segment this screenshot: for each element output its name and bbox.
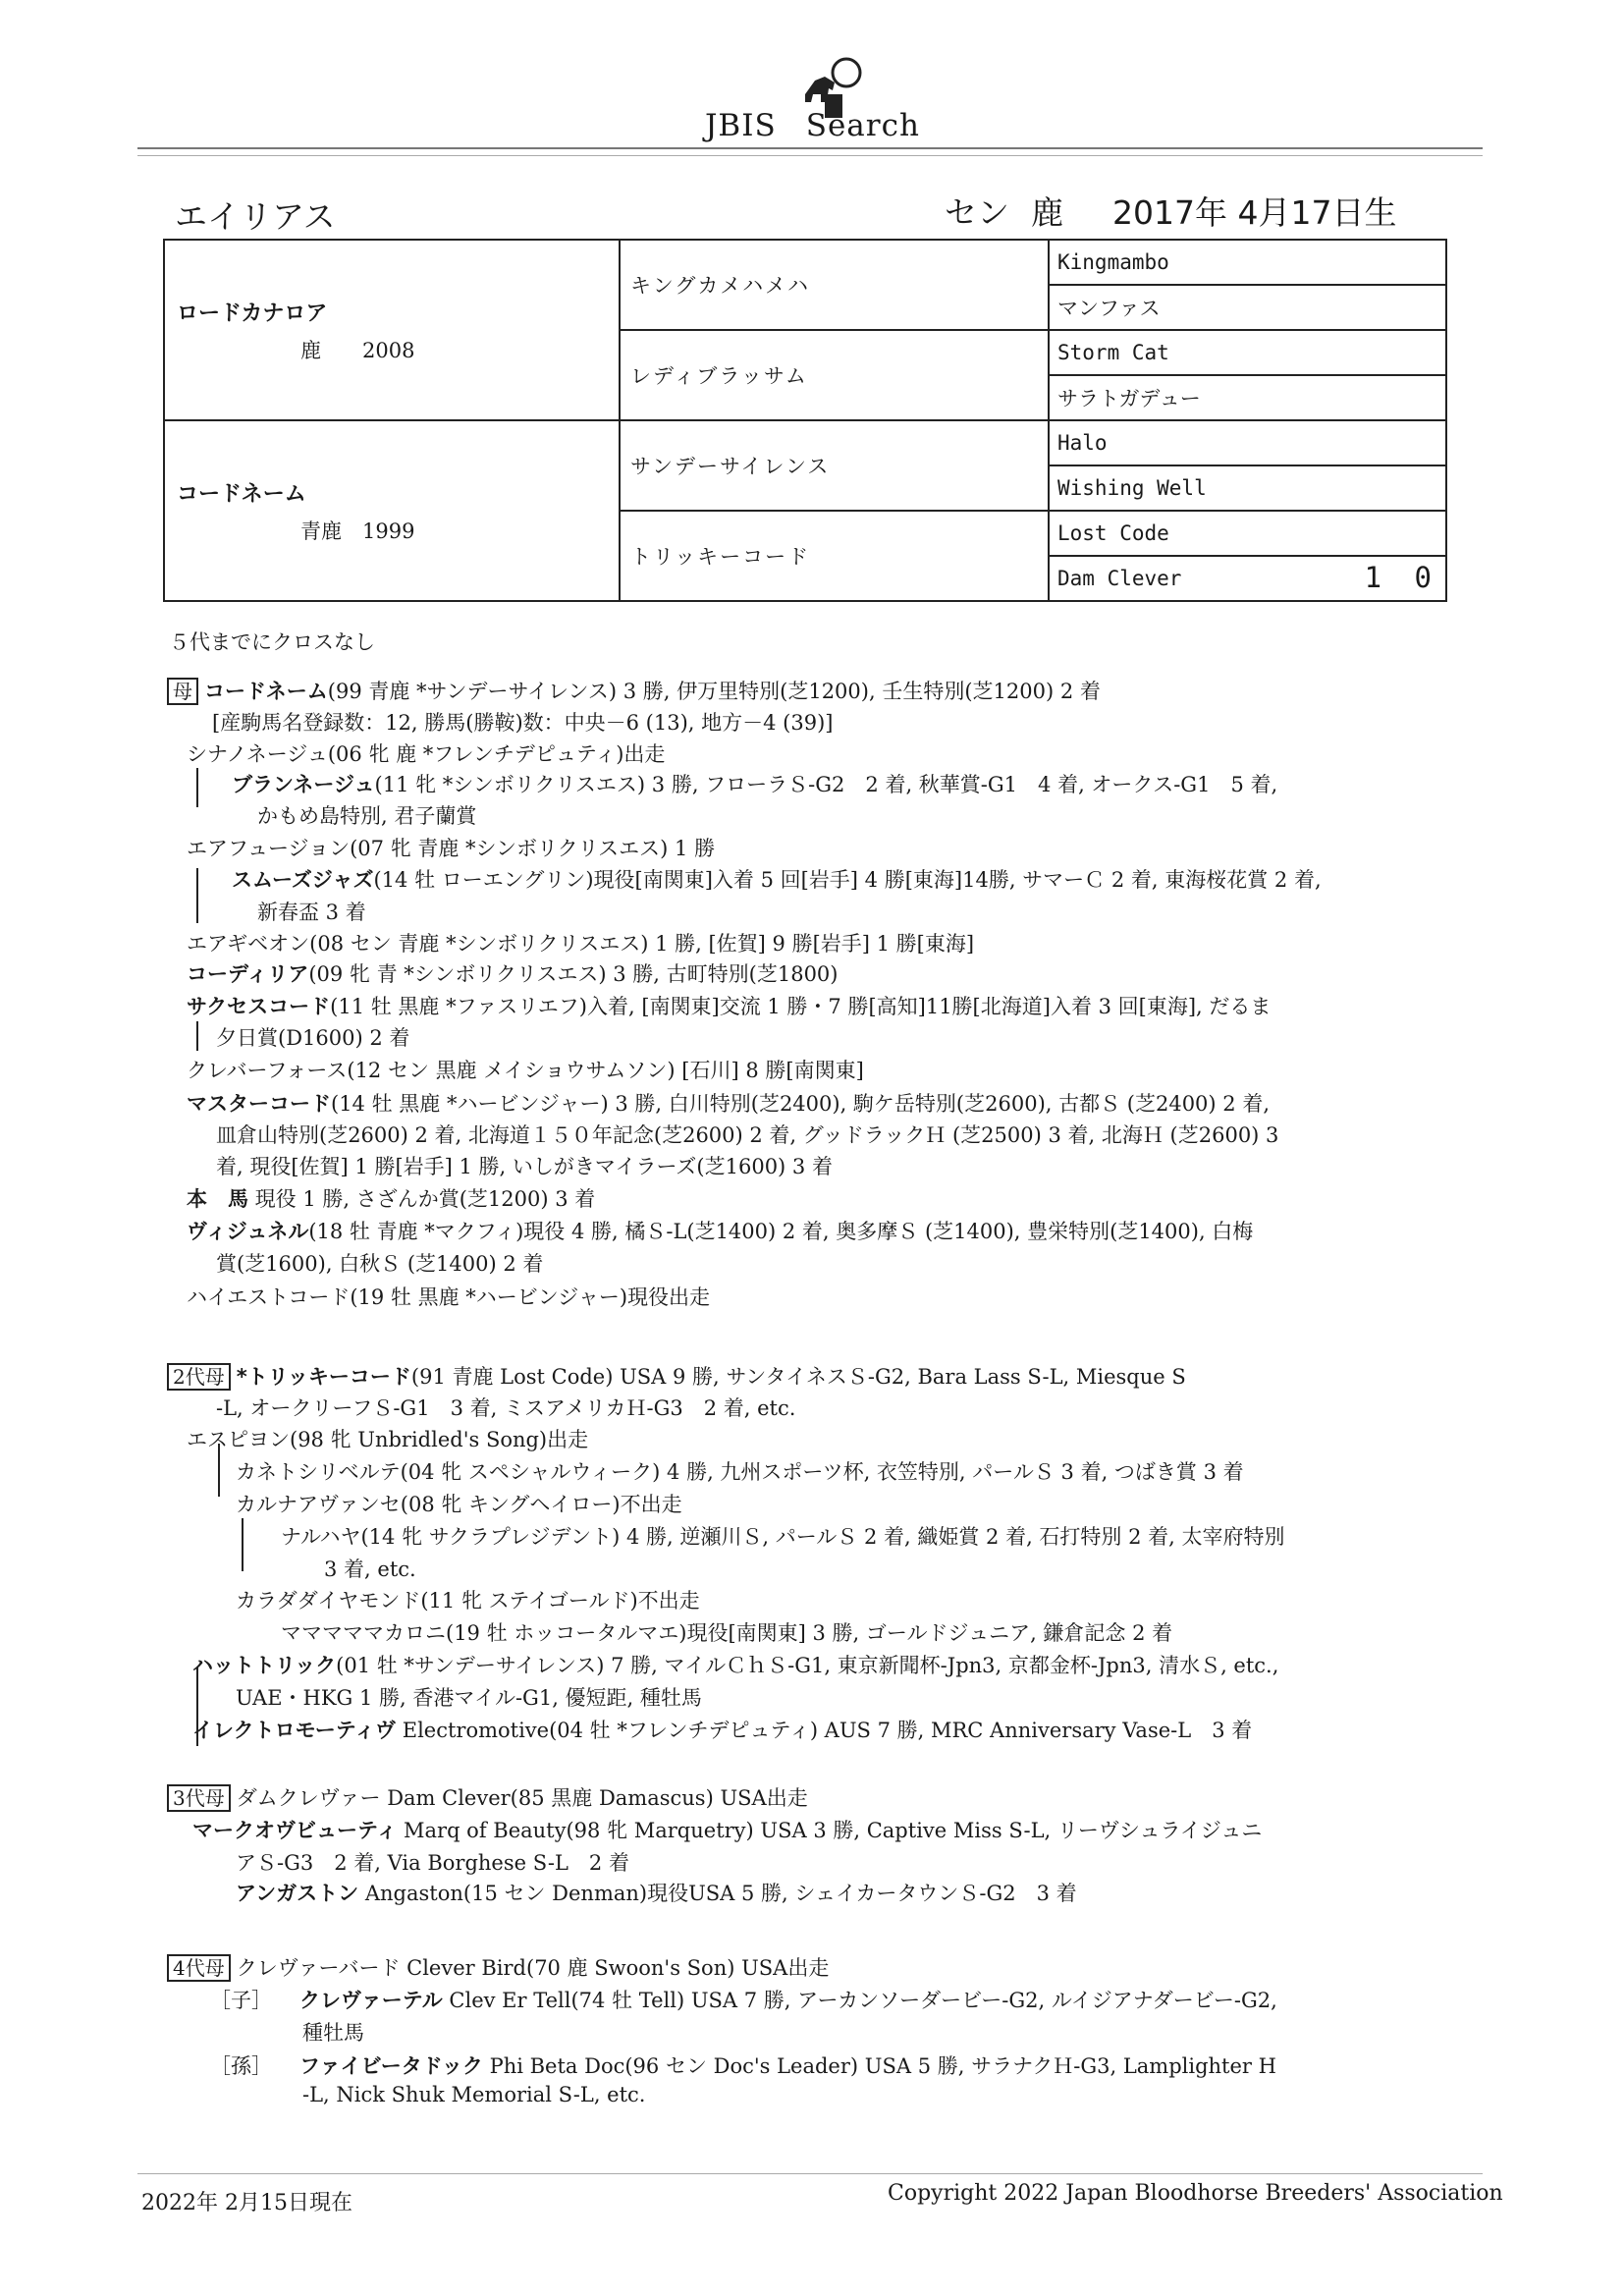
bracket-line: [196, 868, 198, 923]
gen3-2: Storm Cat: [1049, 330, 1446, 375]
line-detail: カラダダイヤモンド(11 牝 ステイゴールド)不出走: [236, 1589, 700, 1613]
family-line: [236, 1847, 629, 1877]
line-detail: Electromotive(04 牡 *フレンチデピュティ) AUS 7 勝, MRC Anniversary Vase-L 3 着: [396, 1719, 1253, 1742]
family-line: [216, 1248, 543, 1278]
family-line: [192, 1650, 1278, 1679]
family-line: [187, 1183, 595, 1213]
line-detail: (01 牡 *サンデーサイレンス) 7 勝, マイルＣｈＳ-G1, 東京新聞杯-Jpn3, 京都金杯-Jpn3, 清水Ｓ, etc.,: [336, 1654, 1279, 1677]
family-line: [192, 1715, 1252, 1744]
family-line: [212, 707, 833, 737]
line-detail: かもめ島特別, 君子蘭賞: [257, 804, 477, 828]
cross-note: ５代までにクロスなし: [169, 630, 375, 654]
bracket-line: [218, 1444, 220, 1497]
gen3-5: Wishing Well: [1049, 465, 1446, 511]
line-detail: エアフュージョン(07 牝 青鹿 *シンボリクリスエス) 1 勝: [187, 837, 716, 860]
family-line: [236, 1489, 682, 1518]
horse-info: [945, 188, 1418, 234]
line-horse-name: ファイビータドック: [299, 2054, 483, 2078]
line-detail: 皿倉山特別(芝2600) 2 着, 北海道１５０年記念(芝2600) 2 着, グッドラックＨ (芝2500) 3 着, 北海Ｈ (芝2600) 3: [216, 1123, 1279, 1147]
gen2-1: レディブラッサム: [620, 330, 1049, 420]
line-horse-name: *トリッキーコード: [236, 1365, 411, 1389]
gen3-3: サラトガデュー: [1049, 375, 1446, 420]
gen3-7-cell: [1049, 556, 1446, 601]
line-detail: 夕日賞(D1600) 2 着: [216, 1026, 410, 1050]
gen3-0: Kingmambo: [1049, 240, 1446, 285]
pedigree-table: [163, 239, 1447, 602]
gen3-1: マンファス: [1049, 285, 1446, 330]
family-line: [210, 2050, 1276, 2080]
line-detail: アＳ-G3 2 着, Via Borghese S-L 2 着: [236, 1851, 629, 1875]
generation-box: 母: [167, 678, 198, 705]
family-line: [167, 1782, 808, 1812]
family-line: [187, 1088, 1270, 1118]
gen2-3: トリッキーコード: [620, 511, 1049, 601]
family-line: [236, 1682, 702, 1712]
line-horse-name: マスターコード: [187, 1092, 331, 1116]
family-line: [232, 864, 1322, 894]
family-line: [236, 1878, 1077, 1907]
line-detail: ナルハヤ(14 牝 サクラプレジデント) 4 勝, 逆瀬川Ｓ, パールＳ 2 着, 織姫賞 2 着, 石打特別 2 着, 太宰府特別: [281, 1525, 1285, 1549]
bracket-line: [196, 768, 198, 807]
family-line: [236, 1456, 1244, 1486]
line-detail: クレヴァーバード Clever Bird(70 鹿 Swoon's Son) USA出走: [236, 1956, 830, 1980]
dam-cell: [164, 420, 620, 601]
family-line: [187, 1424, 588, 1453]
line-detail: シナノネージュ(06 牝 鹿 *フレンチデピュティ)出走: [187, 742, 666, 766]
logo-search: Search: [805, 108, 920, 143]
family-line: [187, 833, 715, 862]
line-detail: 新春盃 3 着: [257, 901, 366, 924]
cross-number: 1 0: [1364, 561, 1439, 594]
family-line: [216, 1393, 795, 1422]
family-line: [187, 928, 974, 957]
jbis-logo: [687, 51, 982, 144]
line-detail: (14 牡 黒鹿 *ハービンジャー) 3 勝, 白川特別(芝2400), 駒ケ岳特別(芝2600), 古都Ｓ (芝2400) 2 着,: [331, 1092, 1270, 1116]
line-horse-name: コードネーム: [204, 680, 328, 703]
line-horse-name: ハットトリック: [192, 1654, 337, 1677]
line-detail: 3 着, etc.: [324, 1558, 416, 1581]
line-detail: ハイエストコード(19 牡 黒鹿 *ハービンジャー)現役出走: [187, 1285, 711, 1309]
family-line: [187, 1055, 864, 1084]
dam-name: コードネーム: [177, 481, 306, 507]
gen2-0: キングカメハメハ: [620, 240, 1049, 330]
horse-name: エイリアス: [175, 197, 336, 236]
family-line: [302, 2083, 645, 2106]
line-horse-name: スムーズジャズ: [232, 868, 374, 892]
family-line: [167, 1952, 829, 1982]
line-detail: (14 牡 ローエングリン)現役[南関東]入着 5 回[岩手] 4 勝[東海]14勝, サマーＣ 2 着, 東海桜花賞 2 着,: [373, 868, 1322, 892]
footer-copyright: Copyright 2022 Japan Bloodhorse Breeders' Association: [888, 2181, 1503, 2206]
family-line: [187, 991, 1271, 1020]
line-detail: -L, オークリーフＳ-G1 3 着, ミスアメリカＨ-G3 2 着, etc.: [216, 1396, 796, 1420]
line-detail: 現役 1 勝, さざんか賞(芝1200) 3 着: [248, 1187, 596, 1211]
footer-rule: [137, 2173, 1483, 2174]
line-detail: (18 牡 青鹿 *マクフィ)現役 4 勝, 橘Ｓ-L(芝1400) 2 着, 奥多摩Ｓ (芝1400), 豊栄特別(芝1400), 白梅: [308, 1220, 1254, 1243]
logo-jbis: JBIS: [705, 108, 777, 143]
line-detail: (11 牝 *シンボリクリスエス) 3 勝, フローラＳ-G2 2 着, 秋華賞-G1 4 着, オークス-G1 5 着,: [374, 773, 1278, 796]
horse-birth: 2017年 4月17日生: [1112, 193, 1397, 232]
line-detail: UAE・HKG 1 勝, 香港マイル-G1, 優短距, 種牡馬: [236, 1686, 702, 1710]
generation-box: 2代母: [167, 1363, 231, 1391]
gen2-2: サンデーサイレンス: [620, 420, 1049, 511]
family-line: [187, 1282, 710, 1311]
dam-meta: 青鹿 1999: [300, 519, 415, 543]
family-line: [257, 800, 476, 830]
header-rule-thin: [137, 155, 1483, 156]
line-detail: (11 牡 黒鹿 *ファスリエフ)入着, [南関東]交流 1 勝・7 勝[高知]11勝[北海道]入着 3 回[東海], だるま: [330, 995, 1272, 1018]
line-horse-name: ブランネージュ: [232, 773, 375, 796]
line-detail: (99 青鹿 *サンデーサイレンス) 3 勝, 伊万里特別(芝1200), 壬生特別(芝1200) 2 着: [327, 680, 1101, 703]
family-line: [302, 2017, 364, 2047]
footer-date: 2022年 2月15日現在: [141, 2191, 352, 2215]
line-horse-name: 本 馬: [187, 1187, 248, 1211]
gen3-4: Halo: [1049, 420, 1446, 465]
family-line: [210, 1985, 1277, 2014]
line-horse-name: サクセスコード: [187, 995, 331, 1018]
line-detail: -L, Nick Shuk Memorial S-L, etc.: [302, 2083, 646, 2106]
line-detail: [産駒馬名登録数：12, 勝馬(勝鞍)数：中央－6 (13), 地方－4 (39)]: [212, 711, 834, 735]
line-detail: (09 牝 青 *シンボリクリスエス) 3 勝, 古町特別(芝1800): [308, 962, 839, 986]
bracket-line: [242, 1518, 244, 1571]
family-line: [192, 1815, 1262, 1844]
line-detail: 着, 現役[佐賀] 1 勝[岩手] 1 勝, いしがきマイラーズ(芝1600) 3 着: [216, 1155, 833, 1178]
line-detail: 賞(芝1600), 白秋Ｓ (芝1400) 2 着: [216, 1252, 544, 1276]
gen3-7: Dam Clever: [1057, 567, 1182, 590]
line-horse-name: アンガストン: [236, 1882, 359, 1905]
header-rule: [137, 147, 1483, 149]
line-horse-name: コーディリア: [187, 962, 309, 986]
family-line: [216, 1151, 833, 1180]
horse-color: 鹿: [1031, 193, 1063, 232]
horse-sex: セン: [945, 193, 1009, 232]
line-detail: Clev Er Tell(74 牡 Tell) USA 7 勝, アーカンソーダービー-G2, ルイジアナダービー-G2,: [442, 1989, 1277, 2012]
line-horse-name: ヴィジュネル: [187, 1220, 309, 1243]
line-detail: Angaston(15 セン Denman)現役USA 5 勝, シェイカータウンＳ-G2 3 着: [358, 1882, 1077, 1905]
gen3-6: Lost Code: [1049, 511, 1446, 556]
bracket-line: [196, 1021, 198, 1051]
line-horse-name: イレクトロモーティヴ: [192, 1719, 397, 1742]
family-line: [281, 1521, 1285, 1551]
family-line: [216, 1120, 1278, 1149]
line-detail: エアギベオン(08 セン 青鹿 *シンボリクリスエス) 1 勝, [佐賀] 9 勝[岩手] 1 勝[東海]: [187, 932, 975, 956]
bracket-line: [196, 1667, 198, 1746]
line-detail: 種牡馬: [302, 2021, 364, 2045]
sire-meta: 鹿 2008: [300, 338, 415, 362]
sire-name: ロードカナロア: [177, 301, 328, 326]
line-detail: (91 青鹿 Lost Code) USA 9 勝, サンタイネスＳ-G2, Bara Lass S-L, Miesque S: [410, 1365, 1186, 1389]
family-line: [281, 1617, 1172, 1647]
line-relation-tag: ［孫］: [210, 2054, 272, 2078]
line-detail: カルナアヴァンセ(08 牝 キングヘイロー)不出走: [236, 1493, 682, 1516]
line-relation-tag: ［子］: [210, 1989, 272, 2012]
line-detail: Marq of Beauty(98 牝 Marquetry) USA 3 勝, Captive Miss S-L, リーヴシュライジュニ: [397, 1819, 1263, 1842]
family-line: [187, 1216, 1253, 1245]
family-line: [187, 958, 839, 988]
family-line: [187, 738, 665, 768]
sire-cell: [164, 240, 620, 420]
line-horse-name: クレヴァーテル: [299, 1989, 443, 2012]
family-line: [236, 1585, 700, 1614]
generation-box: 3代母: [167, 1784, 231, 1812]
family-line: [324, 1554, 416, 1583]
line-detail: マママママカロニ(19 牡 ホッコータルマエ)現役[南関東] 3 勝, ゴールドジュニア, 鎌倉記念 2 着: [281, 1621, 1173, 1645]
line-detail: カネトシリベルテ(04 牝 スペシャルウィーク) 4 勝, 九州スポーツ杯, 衣笠特別, パールＳ 3 着, つばき賞 3 着: [236, 1460, 1244, 1484]
family-line: [216, 1022, 409, 1052]
line-detail: Phi Beta Doc(96 セン Doc's Leader) USA 5 勝, サラナクＨ-G3, Lamplighter H: [482, 2054, 1276, 2078]
family-line: [232, 769, 1277, 798]
line-detail: ダムクレヴァー Dam Clever(85 黒鹿 Damascus) USA出走: [236, 1786, 808, 1810]
family-line: [167, 676, 1101, 705]
line-horse-name: マークオヴビューティ: [192, 1819, 398, 1842]
line-detail: エスピヨン(98 牝 Unbridled's Song)出走: [187, 1428, 589, 1451]
line-detail: クレバーフォース(12 セン 黒鹿 メイショウサムソン) [石川] 8 勝[南関東]: [187, 1059, 864, 1082]
generation-box: 4代母: [167, 1954, 231, 1982]
family-line: [167, 1361, 1186, 1391]
family-line: [257, 897, 366, 926]
